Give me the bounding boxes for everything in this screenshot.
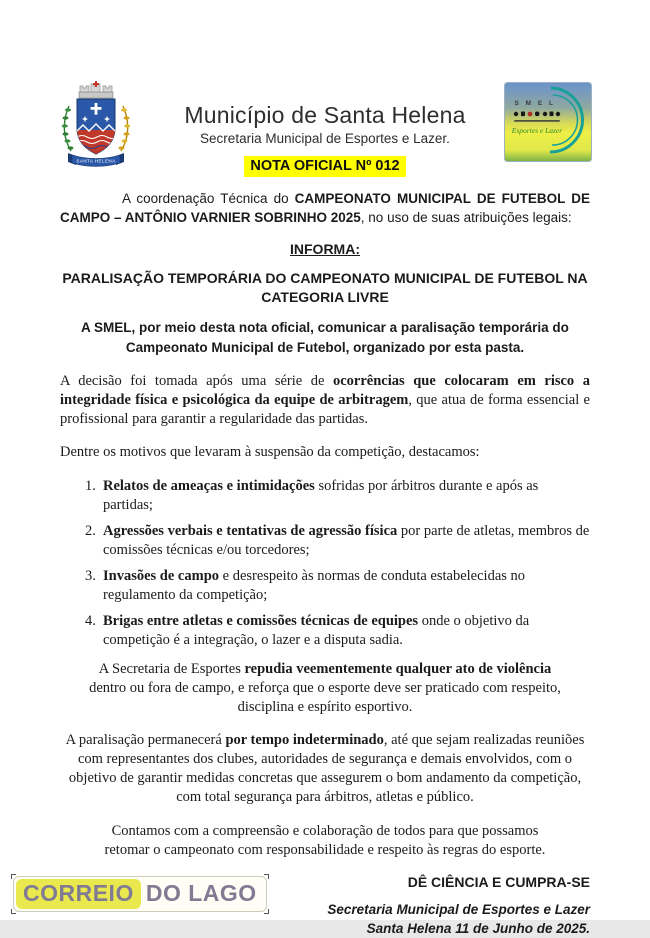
motives-list	[60, 477, 590, 650]
comprehension-paragraph: Contamos com a compreensão e colaboração de todos para que possamos retomar o campeonato com responsabilidade e respeito às regras do esporte.	[104, 822, 546, 858]
correio-do-lago-logo	[13, 876, 267, 912]
motives-intro-paragraph: Dentre os motivos que levaram à suspensão da competição, destacamos:	[60, 444, 480, 460]
correio-logo-text-white: DO LAGO	[145, 880, 257, 906]
list-item: Agressões verbais e tentativas de agressão física por parte de atletas, membros de comissões técnicas e/ou torcedores;	[103, 522, 590, 558]
duration-paragraph: A paralisação permanecerá por tempo indeterminado, até que sejam realizadas reuniões com representantes dos clubes, autoridades de segurança e demais envolvidos, com o objetivo de garantir medidas concretas que assegurem o bom andamento da competição, com total segurança para árbitros, atletas e público.	[65, 732, 585, 805]
laurel-branch-icon	[62, 106, 74, 151]
smel-script-text: Esportes e Lazer	[511, 126, 563, 135]
document-body	[0, 189, 650, 938]
secretariat-subtitle: Secretaria Municipal de Esportes e Lazer.	[200, 131, 450, 146]
smel-microtext-line	[514, 120, 560, 122]
crest-banner	[68, 153, 124, 167]
signature-line-1: Secretaria Municipal de Esportes e Lazer	[327, 902, 590, 917]
list-item: Relatos de ameaças e intimidações sofridas por árbitros durante e após as partidas;	[103, 477, 539, 513]
intro-paragraph: A coordenação Técnica do CAMPEONATO MUNICIPAL DE FUTEBOL DE CAMPO – ANTÔNIO VARNIER SOBRINHO 2025, no uso de suas atribuições legais:	[60, 191, 590, 225]
repudiation-paragraph: A Secretaria de Esportes repudia veementemente qualquer ato de violência dentro ou fora de campo, e reforça que o esporte deve ser praticado com respeito, disciplina e espírito esportivo.	[89, 660, 561, 715]
decision-paragraph: A decisão foi tomada após uma série de ocorrências que colocaram em risco a integridade física e psicológica da equipe de arbitragem, que atua de forma essencial e profissional para garantir a regularidade das partidas.	[60, 372, 590, 427]
paralisacao-heading: PARALISAÇÃO TEMPORÁRIA DO CAMPEONATO MUNICIPAL DE FUTEBOL NA CATEGORIA LIVRE	[62, 270, 588, 305]
list-item: Invasões de campo e desrespeito às normas de conduta estabelecidas no regulamento da competição;	[103, 567, 526, 603]
wheat-branch-icon	[119, 106, 131, 151]
correio-logo-text-yellow: CORREIO	[16, 879, 141, 909]
smel-logo-icon	[504, 82, 592, 162]
closing-statement: DÊ CIÊNCIA E CUMPRA-SE	[407, 874, 590, 890]
corner-mark	[11, 909, 16, 914]
municipality-title: Município de Santa Helena	[184, 102, 466, 128]
smel-announcement-paragraph: A SMEL, por meio desta nota oficial, comunicar a paralisação temporária do Campeonato Municipal de Futebol, organizado por esta pasta.	[81, 320, 569, 355]
crown-icon	[79, 81, 113, 98]
corner-mark	[264, 874, 269, 879]
crest-banner-text: SANTA HELENA	[76, 158, 116, 164]
smel-acronym: S M E L	[514, 100, 556, 107]
informa-heading: INFORMA:	[290, 241, 360, 257]
corner-mark	[11, 874, 16, 879]
corner-mark	[264, 909, 269, 914]
document-header	[0, 0, 650, 164]
signature-line-2: Santa Helena 11 de Junho de 2025.	[366, 921, 590, 936]
shield-icon	[77, 99, 117, 154]
nota-oficial-badge: NOTA OFICIAL Nº 012	[244, 156, 405, 177]
santa-helena-coat-of-arms-icon	[58, 80, 134, 174]
list-item: Brigas entre atletas e comissões técnicas de equipes onde o objetivo da competição é a integração, o lazer e a disputa sadia.	[103, 612, 530, 648]
